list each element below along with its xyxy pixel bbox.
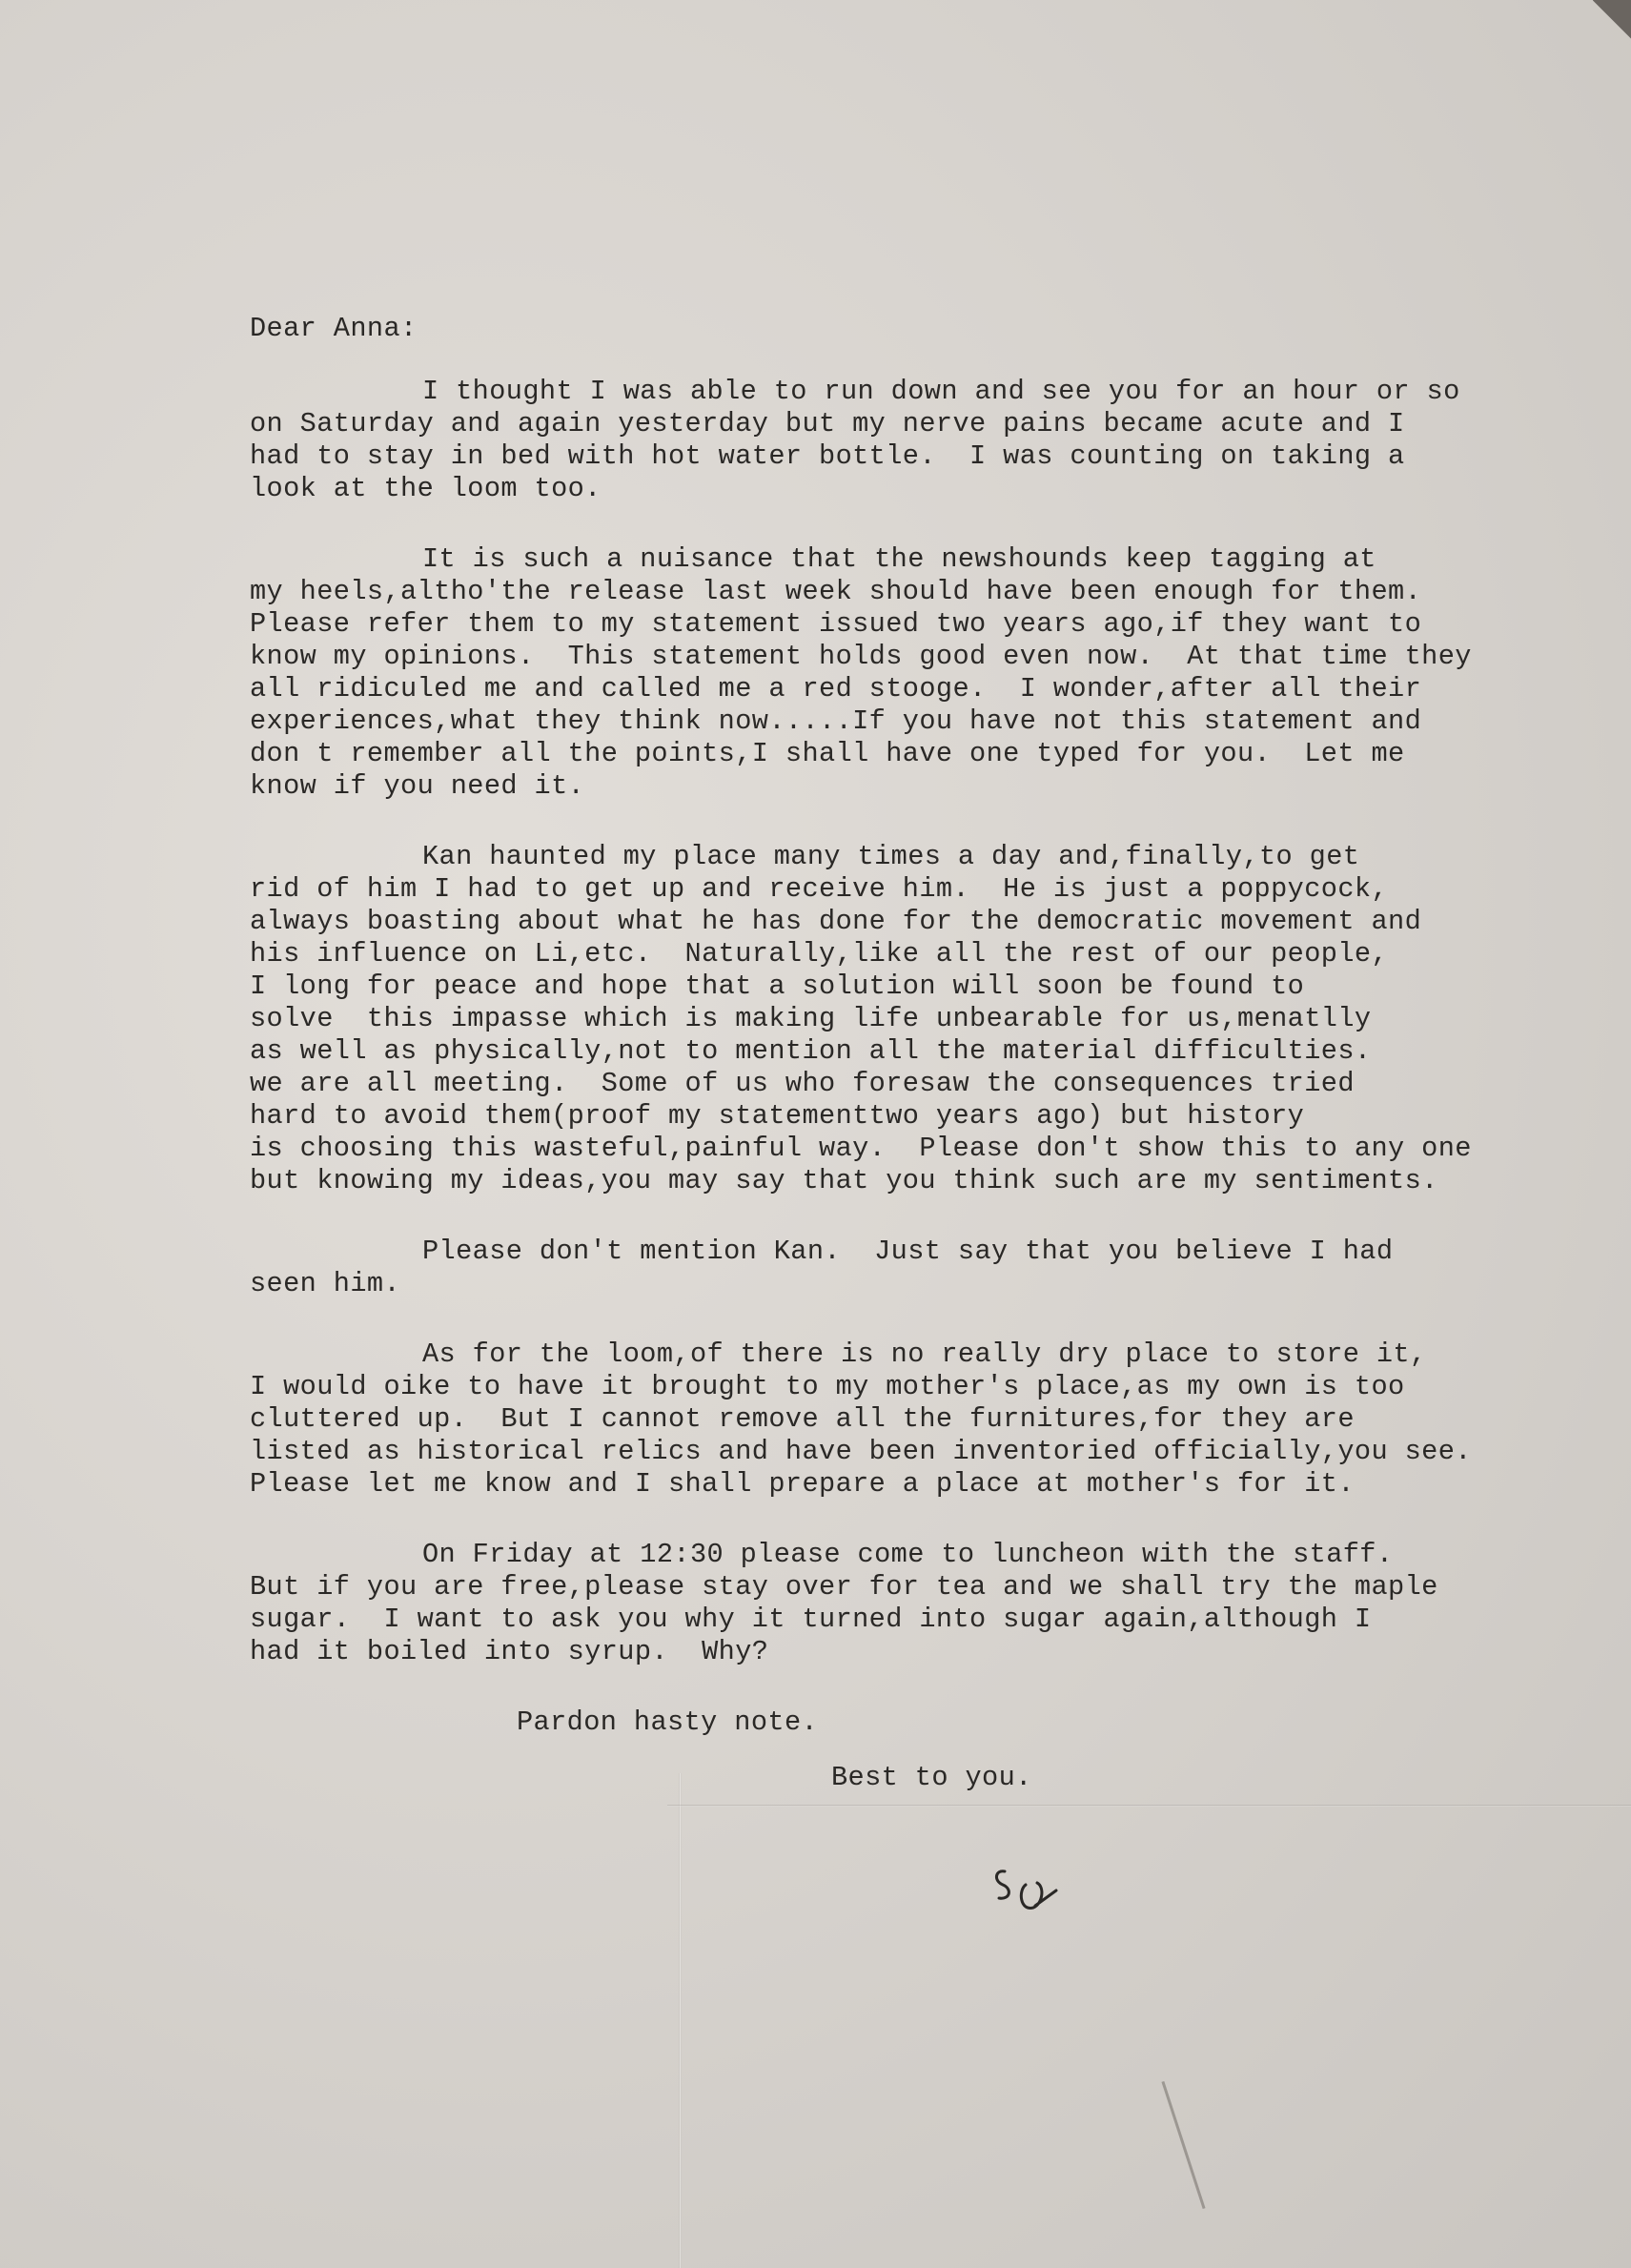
paragraph-2 — [250, 543, 1537, 803]
text-line: Kan haunted my place many times a day and,finally,to get — [422, 841, 1360, 872]
text-line: don t remember all the points,I shall have one typed for you. Let me — [250, 738, 1405, 769]
text-line: look at the loom too. — [250, 473, 601, 504]
text-line: It is such a nuisance that the newshounds keep tagging at — [422, 543, 1376, 575]
letter-body — [250, 313, 1537, 1794]
text-line: Please don't mention Kan. Just say that you believe I had — [422, 1236, 1394, 1267]
closing-line: Pardon hasty note. — [517, 1706, 819, 1738]
text-line: seen him. — [250, 1268, 401, 1299]
text-line: rid of him I had to get up and receive him. He is just a poppycock, — [250, 873, 1389, 905]
text-line: had it boiled into syrup. Why? — [250, 1636, 769, 1667]
paragraph-4 — [250, 1236, 1537, 1300]
paragraph-3 — [250, 841, 1537, 1197]
text-line: his influence on Li,etc. Naturally,like all the rest of our people, — [250, 938, 1389, 970]
paper-fold-horizontal — [667, 1805, 1631, 1807]
text-line: I long for peace and hope that a solution will soon be found to — [250, 971, 1305, 1002]
text-line: solve this impasse which is making life unbearable for us,menatlly — [250, 1003, 1372, 1034]
paragraph-5 — [250, 1338, 1537, 1501]
text-line: always boasting about what he has done for the democratic movement and — [250, 906, 1422, 937]
paper-fold-vertical — [679, 1773, 682, 2268]
text-line: But if you are free,please stay over for tea and we shall try the maple — [250, 1571, 1438, 1603]
torn-corner — [1593, 0, 1631, 57]
text-line: Please refer them to my statement issued two years ago,if they want to — [250, 608, 1422, 640]
text-line: as well as physically,not to mention all the material difficulties. — [250, 1035, 1372, 1067]
text-line: know if you need it. — [250, 770, 585, 802]
text-line: I thought I was able to run down and see you for an hour or so — [422, 376, 1460, 407]
text-line: had to stay in bed with hot water bottle. I was counting on taking a — [250, 440, 1405, 472]
text-line: I would oike to have it brought to my mother's place,as my own is too — [250, 1371, 1405, 1402]
text-line: all ridiculed me and called me a red stooge. I wonder,after all their — [250, 673, 1422, 705]
text-line: but knowing my ideas,you may say that you think such are my sentiments. — [250, 1165, 1438, 1196]
signoff-line: Best to you. — [831, 1762, 1032, 1793]
text-line: hard to avoid them(proof my statementtwo years ago) but history — [250, 1100, 1305, 1132]
text-line: we are all meeting. Some of us who foresaw the consequences tried — [250, 1068, 1355, 1099]
paragraph-1 — [250, 376, 1537, 505]
text-line: cluttered up. But I cannot remove all the furnitures,for they are — [250, 1403, 1355, 1435]
text-line: As for the loom,of there is no really dry place to store it, — [422, 1338, 1427, 1370]
text-line: my heels,altho'the release last week should have been enough for them. — [250, 576, 1422, 607]
text-line: on Saturday and again yesterday but my nerve pains became acute and I — [250, 408, 1405, 439]
text-line: is choosing this wasteful,painful way. Please don't show this to any one — [250, 1133, 1472, 1164]
paragraph-6 — [250, 1539, 1537, 1668]
text-line: experiences,what they think now.....If you have not this statement and — [250, 705, 1422, 737]
text-line: Please let me know and I shall prepare a place at mother's for it. — [250, 1468, 1355, 1500]
salutation: Dear Anna: — [250, 313, 418, 344]
paper-crease — [1161, 2081, 1205, 2209]
text-line: sugar. I want to ask you why it turned into sugar again,although I — [250, 1604, 1372, 1635]
handwritten-signature — [988, 1852, 1092, 1929]
text-line: listed as historical relics and have been inventoried officially,you see. — [250, 1436, 1472, 1467]
text-line: On Friday at 12:30 please come to luncheon with the staff. — [422, 1539, 1394, 1570]
text-line: know my opinions. This statement holds good even now. At that time they — [250, 641, 1472, 672]
